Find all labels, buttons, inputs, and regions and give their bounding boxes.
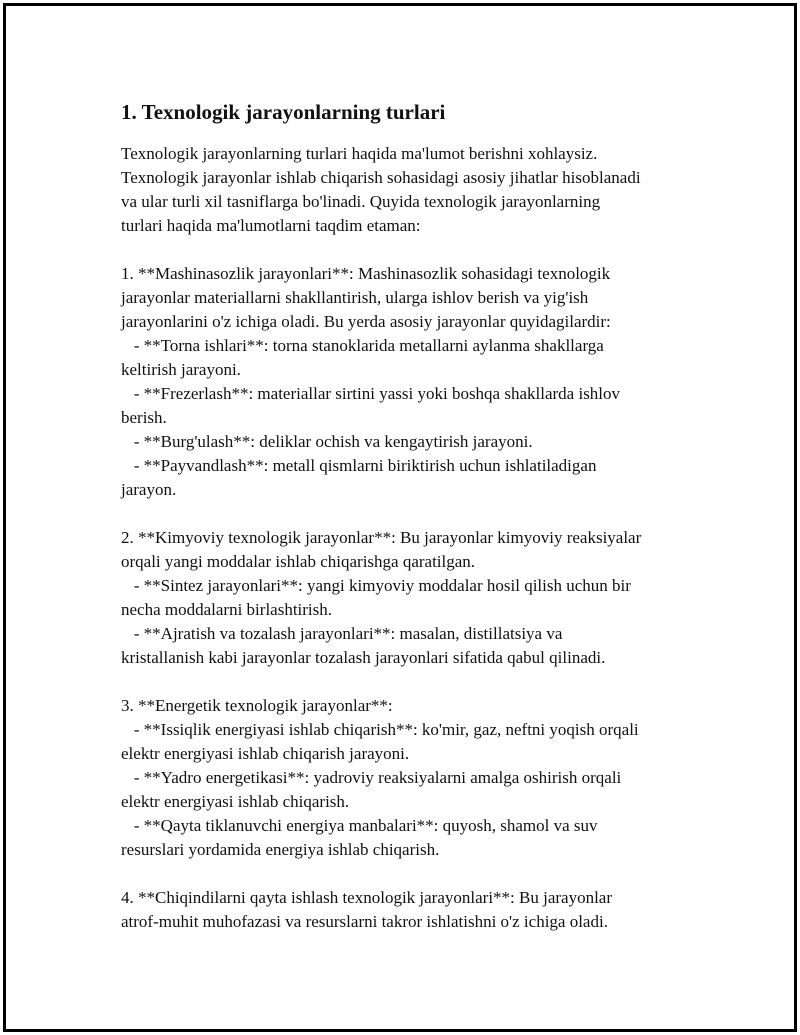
text-line: - **Sintez jarayonlari**: yangi kimyoviy moddalar hosil qilish uchun bir — [121, 576, 631, 595]
document-content — [121, 98, 721, 934]
text-line: - **Payvandlash**: metall qismlarni biriktirish uchun ishlatiladigan — [121, 456, 597, 475]
text-line: jarayon. — [121, 480, 177, 499]
text-line — [121, 502, 721, 526]
text-line: - **Burg'ulash**: deliklar ochish va kengaytirish jarayoni. — [121, 432, 533, 451]
text-line: elektr energiyasi ishlab chiqarish jarayoni. — [121, 744, 410, 763]
text-line: Texnologik jarayonlar ishlab chiqarish sohasidagi asosiy jihatlar hisoblanadi — [121, 168, 641, 187]
text-line: berish. — [121, 408, 167, 427]
text-line: va ular turli xil tasniflarga bo'linadi. Quyida texnologik jarayonlarning — [121, 192, 601, 211]
text-line: - **Qayta tiklanuvchi energiya manbalari**: quyosh, shamol va suv — [121, 816, 598, 835]
text-line: resurslari yordamida energiya ishlab chiqarish. — [121, 840, 440, 859]
text-line — [121, 862, 721, 886]
text-line: jarayonlarini o'z ichiga oladi. Bu yerda asosiy jarayonlar quyidagilardir: — [121, 312, 611, 331]
text-line: - **Frezerlash**: materiallar sirtini yassi yoki boshqa shakllarda ishlov — [121, 384, 621, 403]
text-line: 1. **Mashinasozlik jarayonlari**: Mashinasozlik sohasidagi texnologik — [121, 264, 611, 283]
page-frame — [3, 3, 797, 1032]
text-line: - **Torna ishlari**: torna stanoklarida metallarni aylanma shakllarga — [121, 336, 604, 355]
document-body — [121, 142, 721, 934]
text-line: 4. **Chiqindilarni qayta ishlash texnologik jarayonlari**: Bu jarayonlar — [121, 888, 613, 907]
text-line: kristallanish kabi jarayonlar tozalash jarayonlari sifatida qabul qilinadi. — [121, 648, 606, 667]
document-title: 1. Texnologik jarayonlarning turlari — [121, 100, 446, 124]
text-line — [121, 670, 721, 694]
text-line: - **Yadro energetikasi**: yadroviy reaksiyalarni amalga oshirish orqali — [121, 768, 622, 787]
text-line: orqali yangi moddalar ishlab chiqarishga qaratilgan. — [121, 552, 476, 571]
text-line: 3. **Energetik texnologik jarayonlar**: — [121, 696, 393, 715]
text-line: - **Issiqlik energiyasi ishlab chiqarish**: ko'mir, gaz, neftni yoqish orqali — [121, 720, 639, 739]
text-line: atrof-muhit muhofazasi va resurslarni takror ishlatishni o'z ichiga oladi. — [121, 912, 608, 931]
text-line: - **Ajratish va tozalash jarayonlari**: masalan, distillatsiya va — [121, 624, 563, 643]
text-line — [121, 238, 721, 262]
text-line: elektr energiyasi ishlab chiqarish. — [121, 792, 350, 811]
text-line: keltirish jarayoni. — [121, 360, 241, 379]
text-line: 2. **Kimyoviy texnologik jarayonlar**: Bu jarayonlar kimyoviy reaksiyalar — [121, 528, 642, 547]
text-line: jarayonlar materiallarni shakllantirish, ularga ishlov berish va yig'ish — [121, 288, 589, 307]
text-line: Texnologik jarayonlarning turlari haqida ma'lumot berishni xohlaysiz. — [121, 144, 598, 163]
text-line: necha moddalarni birlashtirish. — [121, 600, 333, 619]
text-line: turlari haqida ma'lumotlarni taqdim etaman: — [121, 216, 421, 235]
